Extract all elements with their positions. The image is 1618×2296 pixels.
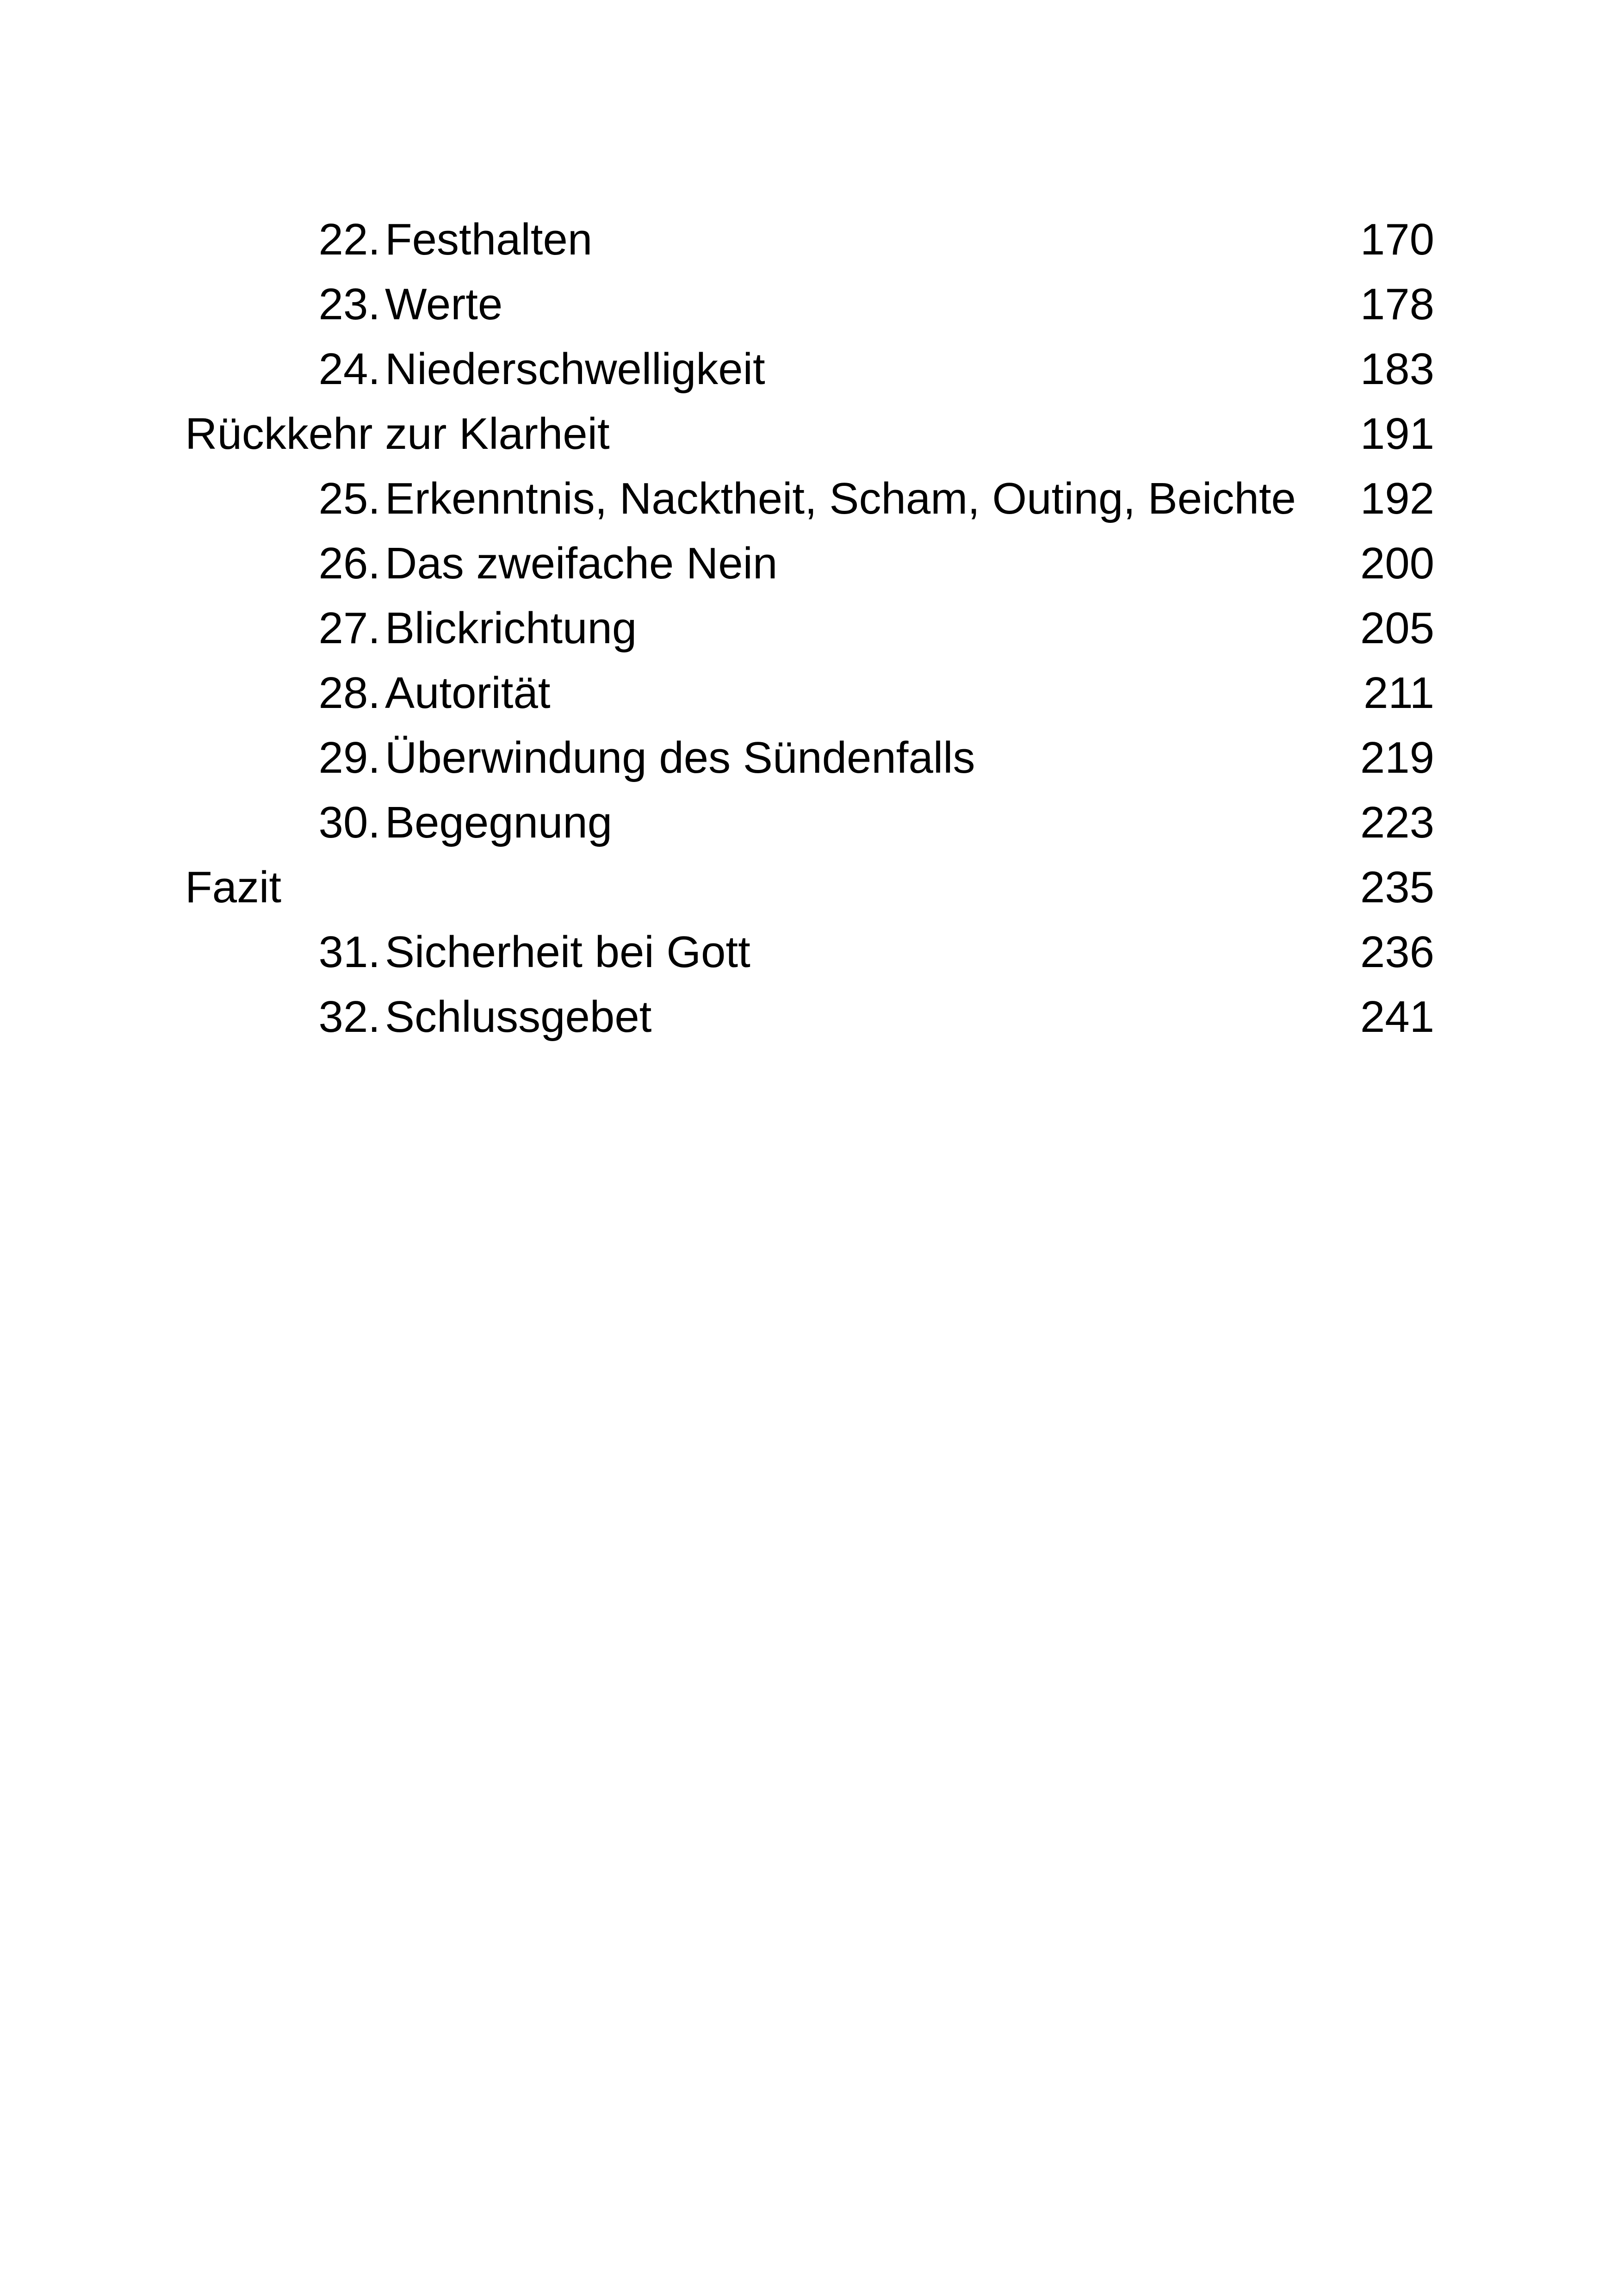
toc-entry-number: 27. xyxy=(318,603,380,653)
toc-entry-number: 22. xyxy=(318,215,380,264)
toc-entry xyxy=(185,207,1434,272)
toc-section-page: 235 xyxy=(1360,863,1434,912)
toc-entry-title: Erkenntnis, Nacktheit, Scham, Outing, Beichte xyxy=(385,474,1296,523)
toc-entry-page: 223 xyxy=(1360,798,1434,847)
toc-entry-title: Begegnung xyxy=(385,798,613,847)
toc-entry-page: 200 xyxy=(1360,539,1434,588)
toc-entry-title: Das zweifache Nein xyxy=(385,539,778,588)
toc-entry-number: 25. xyxy=(318,474,380,523)
toc-entry-title: Blickrichtung xyxy=(385,603,637,653)
toc-section-title: Fazit xyxy=(185,863,282,912)
toc-entry xyxy=(185,272,1434,337)
toc-entry-title: Niederschwelligkeit xyxy=(385,344,765,394)
toc-entry-number: 30. xyxy=(318,798,380,847)
toc-entry-title: Sicherheit bei Gott xyxy=(385,927,750,977)
toc-entry-page: 236 xyxy=(1360,927,1434,977)
toc-section-title: Rückkehr zur Klarheit xyxy=(185,409,610,459)
toc-entry-number: 31. xyxy=(318,927,380,977)
toc-entry xyxy=(185,531,1434,596)
toc-entry xyxy=(185,985,1434,1049)
toc-entry-page: 170 xyxy=(1360,215,1434,264)
toc-section-heading xyxy=(185,855,1434,920)
toc-entry xyxy=(185,661,1434,726)
toc-entry-page: 205 xyxy=(1360,603,1434,653)
toc-entry-page: 211 xyxy=(1363,668,1434,718)
toc-entry-title: Autorität xyxy=(385,668,551,718)
toc-entry-number: 32. xyxy=(318,992,380,1042)
toc-entry-title: Werte xyxy=(385,279,503,329)
toc-entry-number: 24. xyxy=(318,344,380,394)
toc-entry-number: 26. xyxy=(318,539,380,588)
toc-entry xyxy=(185,726,1434,790)
toc-section-heading xyxy=(185,402,1434,466)
toc-entry-number: 23. xyxy=(318,279,380,329)
toc-entry-page: 178 xyxy=(1360,279,1434,329)
toc-entry-title: Schlussgebet xyxy=(385,992,652,1042)
toc-entry-page: 219 xyxy=(1360,733,1434,782)
toc-entry-page: 183 xyxy=(1360,344,1434,394)
toc-entry xyxy=(185,337,1434,402)
toc-entry-title: Festhalten xyxy=(385,215,593,264)
toc-entry xyxy=(185,466,1434,531)
toc-entry-page: 192 xyxy=(1360,474,1434,523)
toc-entry xyxy=(185,920,1434,985)
toc-section-page: 191 xyxy=(1360,409,1434,459)
toc-entry-title: Überwindung des Sündenfalls xyxy=(385,733,975,782)
toc-entry-number: 28. xyxy=(318,668,380,718)
toc-entry-page: 241 xyxy=(1360,992,1434,1042)
table-of-contents xyxy=(185,207,1434,1049)
toc-entry-number: 29. xyxy=(318,733,380,782)
toc-entry xyxy=(185,790,1434,855)
toc-entry xyxy=(185,596,1434,661)
